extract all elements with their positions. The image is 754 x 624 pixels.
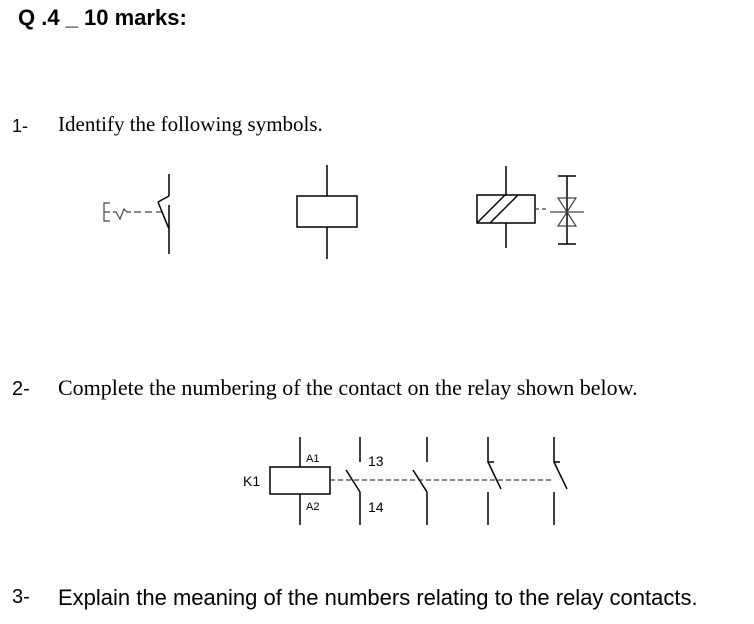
relay-k1-diagram xyxy=(243,437,567,525)
question-title: Q .4 _ 10 marks: xyxy=(18,5,187,30)
question-1-number: 1- xyxy=(12,116,29,136)
relay-coil-symbol xyxy=(297,165,357,259)
contact-nc-2 xyxy=(554,437,567,525)
coil-terminal-a2: A2 xyxy=(306,501,320,513)
pushbutton-contact-symbol xyxy=(104,174,169,254)
coil-terminal-a1: A1 xyxy=(306,453,320,465)
question-1-text: Identify the following symbols. xyxy=(58,112,323,136)
question-3-number: 3- xyxy=(12,586,30,608)
contact-no-2 xyxy=(413,437,427,525)
contact-number-13: 13 xyxy=(368,453,384,469)
question-2-number: 2- xyxy=(12,378,30,400)
contact-13-14 xyxy=(346,437,360,525)
time-delay-relay-symbol xyxy=(477,166,584,248)
question-2-text: Complete the numbering of the contact on the relay shown below. xyxy=(58,375,638,400)
coil-label-k1: K1 xyxy=(243,473,261,489)
contact-number-14: 14 xyxy=(368,499,384,515)
contact-nc-1 xyxy=(488,437,501,525)
question-3-text: Explain the meaning of the numbers relating to the relay contacts. xyxy=(58,585,698,610)
